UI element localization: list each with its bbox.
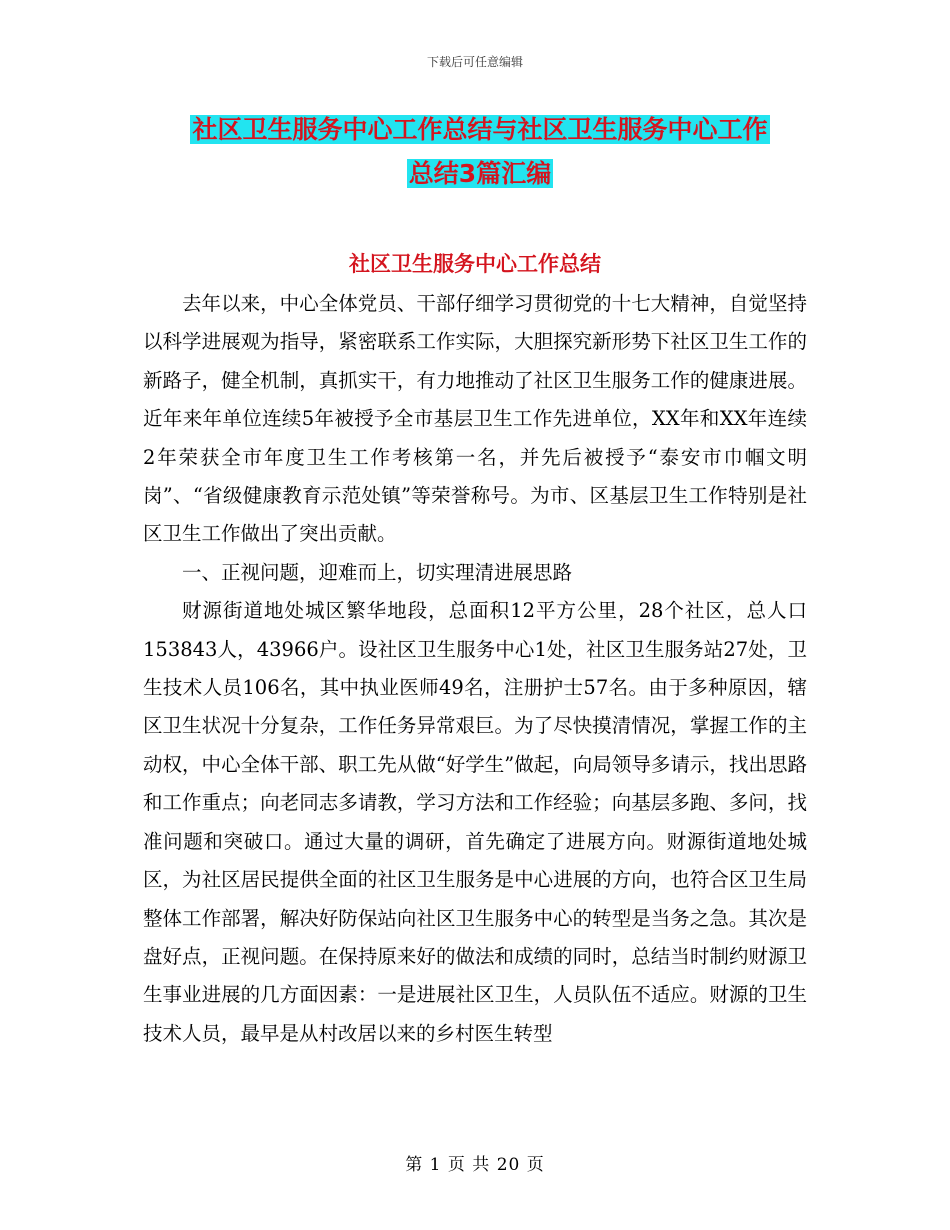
section-title: 社区卫生服务中心工作总结	[349, 252, 601, 276]
body-text	[143, 285, 807, 1053]
page-footer: 第 1 页 共 20 页	[405, 1155, 545, 1175]
document-title	[150, 108, 810, 196]
paragraph-heading-1: 一、正视问题，迎难而上，切实理清进展思路	[182, 560, 573, 584]
document-title-line-2: 总结3篇汇编	[408, 159, 552, 188]
header-note: 下载后可任意编辑	[426, 55, 523, 69]
paragraph-background: 财源街道地处城区繁华地段，总面积12平方公里，28个社区，总人口153843人，43966户。设社区卫生服务中心1处，社区卫生服务站27处，卫生技术人员106名，其中执业医师49名，注册护士57名。由于多种原因，辖区卫生状况十分复杂，工作任务异常艰巨。为了尽快摸清情况，掌握工作的主动权，中心全体干部、职工先从做“好学生”做起，向局领导多请示，找出思路和工作重点；向老同志多请教，学习方法和工作经验；向基层多跑、多问，找准问题和突破口。通过大量的调研，首先确定了进展方向。财源街道地处城区，为社区居民提供全面的社区卫生服务是中心进展的方向，也符合区卫生局整体工作部署，解决好防保站向社区卫生服务中心的转型是当务之急。其次是盘好点，正视问题。在保持原来好的做法和成绩的同时，总结当时制约财源卫生事业进展的几方面因素：一是进展社区卫生，人员队伍不适应。财源的卫生技术人员，最早是从村改居以来的乡村医生转型	[143, 599, 807, 1045]
paragraph-intro: 去年以来，中心全体党员、干部仔细学习贯彻党的十七大精神，自觉坚持以科学进展观为指导，紧密联系工作实际，大胆探究新形势下社区卫生工作的新路子，健全机制，真抓实干，有力地推动了社区卫生服务工作的健康进展。近年来年单位连续5年被授予全市基层卫生工作先进单位，XX年和XX年连续2年荣获全市年度卫生工作考核第一名，并先后被授予“泰安市巾帼文明岗”、“省级健康教育示范处镇”等荣誉称号。为市、区基层卫生工作特别是社区卫生工作做出了突出贡献。	[143, 292, 807, 546]
document-title-line-1: 社区卫生服务中心工作总结与社区卫生服务中心工作	[192, 115, 768, 144]
